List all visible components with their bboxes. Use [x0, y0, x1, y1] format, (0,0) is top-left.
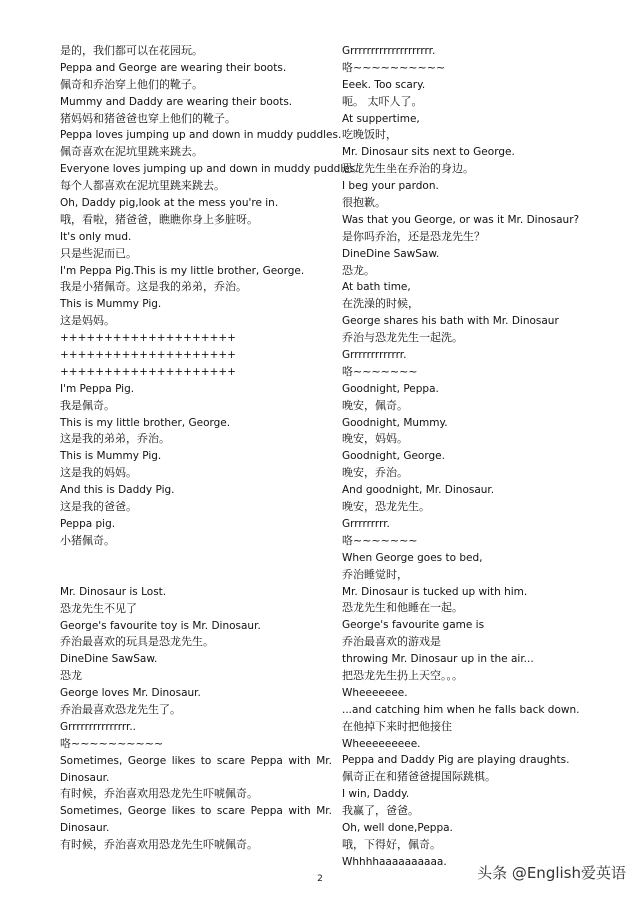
chinese-line: 是你吗乔治，还是恐龙先生？	[342, 229, 485, 243]
chinese-line: 晚安，乔治。	[342, 466, 408, 480]
chinese-line: 乔治最喜欢恐龙先生了。	[60, 702, 181, 716]
chinese-line: 乔治睡觉时，	[342, 567, 408, 581]
chinese-line: 咯~~~~~~~~~~	[342, 60, 446, 74]
chinese-line: 这是我的爸爸。	[60, 500, 137, 514]
english-line: Peppa and Daddy Pig are playing draughts.	[342, 754, 570, 767]
section-gap	[60, 550, 332, 584]
chinese-line: 恐龙先生坐在乔治的身边。	[342, 162, 474, 176]
english-line: DineDine SawSaw.	[60, 653, 158, 666]
chinese-line: 晚安，佩奇。	[342, 398, 408, 412]
english-line: Eeek. Too scary.	[342, 78, 426, 91]
english-line: Grrrrrrrrrrrrr.	[342, 349, 407, 362]
english-line: George's favourite toy is Mr. Dinosaur.	[60, 619, 261, 632]
english-line: Mummy and Daddy are wearing their boots.	[60, 95, 293, 108]
english-line: Peppa pig.	[60, 517, 116, 530]
chinese-line: 我是小猪佩奇。这是我的弟弟，乔治。	[60, 280, 247, 294]
chinese-line: 哦，下得好，佩奇。	[342, 837, 441, 851]
english-line: throwing Mr. Dinosaur up in the air...	[342, 653, 534, 666]
english-line: This is my little brother, George.	[60, 416, 231, 429]
chinese-line: 小猪佩奇。	[60, 533, 115, 547]
english-line: Grrrrrrrrr.	[342, 517, 390, 530]
english-line: Goodnight, Mummy.	[342, 416, 448, 429]
chinese-line: 晚安，恐龙先生。	[342, 500, 430, 514]
english-line: I beg your pardon.	[342, 180, 439, 193]
chinese-line: 只是些泥而已。	[60, 246, 137, 260]
chinese-line: 咯~~~~~~~	[342, 533, 418, 547]
english-line: I win, Daddy.	[342, 788, 410, 801]
english-line: ...and catching him when he falls back down.	[342, 703, 580, 716]
chinese-line: 乔治与恐龙先生一起洗。	[342, 331, 463, 345]
english-line: And goodnight, Mr. Dinosaur.	[342, 484, 495, 497]
chinese-line: 我是佩奇。	[60, 398, 115, 412]
english-line: ++++++++++++++++++++	[60, 349, 236, 362]
english-line: Dinosaur.	[60, 771, 110, 784]
chinese-line: 把恐龙先生扔上天空。。。	[342, 668, 463, 682]
chinese-line: 这是我的弟弟，乔治。	[60, 432, 170, 446]
english-line: Grrrrrrrrrrrrrrr..	[60, 720, 137, 733]
english-line: This is Mummy Pig.	[60, 298, 162, 311]
english-line: Sometimes, George likes to scare Peppa with Mr.	[60, 754, 332, 767]
chinese-line: 在他掉下来时把他接住	[342, 719, 452, 733]
english-line: Wheeeeeee.	[342, 686, 408, 699]
chinese-line: 很抱歉。	[342, 196, 386, 210]
english-line: George's favourite game is	[342, 619, 485, 632]
english-line: Was that you George, or was it Mr. Dinosaur?	[342, 213, 580, 226]
chinese-line: 猪妈妈和猪爸爸也穿上他们的靴子。	[60, 111, 236, 125]
english-line: Wheeeeeeeee.	[342, 737, 421, 750]
chinese-line: 呃。 太吓人了。	[342, 94, 423, 108]
chinese-line: 我赢了，爸爸。	[342, 804, 419, 818]
left-column	[60, 43, 359, 854]
chinese-line: 恐龙	[60, 669, 82, 683]
english-line: Goodnight, George.	[342, 450, 445, 463]
english-line: Mr. Dinosaur sits next to George.	[342, 146, 515, 159]
english-line: George loves Mr. Dinosaur.	[60, 687, 201, 700]
chinese-line: 有时候，乔治喜欢用恐龙先生吓唬佩奇。	[60, 787, 258, 801]
chinese-line: 恐龙。	[342, 263, 375, 277]
english-line: Mr. Dinosaur is Lost.	[60, 585, 167, 598]
english-line: Dinosaur.	[60, 822, 110, 835]
english-line: At bath time,	[342, 281, 411, 294]
english-line: George shares his bath with Mr. Dinosaur	[342, 315, 559, 328]
chinese-line: 这是妈妈。	[60, 314, 115, 328]
english-line: It's only mud.	[60, 230, 132, 243]
watermark: 头条 @English爱英语	[477, 864, 626, 882]
chinese-line: 是的，我们都可以在花园玩。	[60, 44, 203, 57]
english-line: Peppa loves jumping up and down in muddy puddles.	[60, 129, 342, 142]
chinese-line: 这是我的妈妈。	[60, 466, 137, 480]
english-line: Peppa and George are wearing their boots.	[60, 61, 287, 74]
english-line: Oh, well done,Peppa.	[342, 821, 453, 834]
english-line: Oh, Daddy pig,look at the mess you're in.	[60, 197, 279, 210]
english-line: I'm Peppa Pig.This is my little brother, George.	[60, 264, 305, 277]
chinese-line: 乔治最喜欢的游戏是	[342, 635, 441, 649]
english-line: This is Mummy Pig.	[60, 450, 162, 463]
english-line: DineDine SawSaw.	[342, 247, 440, 260]
english-line: Grrrrrrrrrrrrrrrrrrrr.	[342, 45, 436, 57]
chinese-line: 有时候，乔治喜欢用恐龙先生吓唬佩奇。	[60, 838, 258, 852]
chinese-line: 乔治最喜欢的玩具是恐龙先生。	[60, 635, 214, 649]
chinese-line: 佩奇喜欢在泥坑里跳来跳去。	[60, 145, 203, 159]
english-line: At suppertime,	[342, 112, 420, 125]
chinese-line: 吃晚饭时，	[342, 128, 397, 142]
english-line: And this is Daddy Pig.	[60, 484, 175, 497]
english-line: Mr. Dinosaur is tucked up with him.	[342, 585, 528, 598]
english-line: Everyone loves jumping up and down in muddy puddles.	[60, 163, 359, 176]
left-block-2	[60, 584, 332, 854]
english-line: ++++++++++++++++++++	[60, 365, 236, 378]
english-line: Goodnight, Peppa.	[342, 382, 439, 395]
right-column	[342, 43, 614, 871]
chinese-line: 在洗澡的时候，	[342, 297, 419, 311]
english-line: Whhhhaaaaaaaaaa.	[342, 855, 447, 868]
chinese-line: 每个人都喜欢在泥坑里跳来跳去。	[60, 179, 225, 193]
chinese-line: 佩奇正在和猪爸爸提国际跳棋。	[342, 770, 496, 784]
chinese-line: 晚安，妈妈。	[342, 432, 408, 446]
chinese-line: 佩奇和乔治穿上他们的靴子。	[60, 77, 203, 91]
english-line: Sometimes, George likes to scare Peppa with Mr.	[60, 805, 332, 818]
chinese-line: 恐龙先生不见了	[60, 601, 137, 615]
chinese-line: 恐龙先生和他睡在一起。	[342, 601, 463, 615]
english-line: When George goes to bed,	[342, 551, 483, 564]
page-number: 2	[317, 874, 323, 884]
chinese-line: 咯~~~~~~~~~~	[60, 736, 164, 750]
english-line: I'm Peppa Pig.	[60, 382, 135, 395]
chinese-line: 哦，看啦，猪爸爸，瞧瞧你身上多脏呀。	[60, 212, 258, 226]
english-line: ++++++++++++++++++++	[60, 332, 236, 345]
chinese-line: 咯~~~~~~~	[342, 364, 418, 378]
